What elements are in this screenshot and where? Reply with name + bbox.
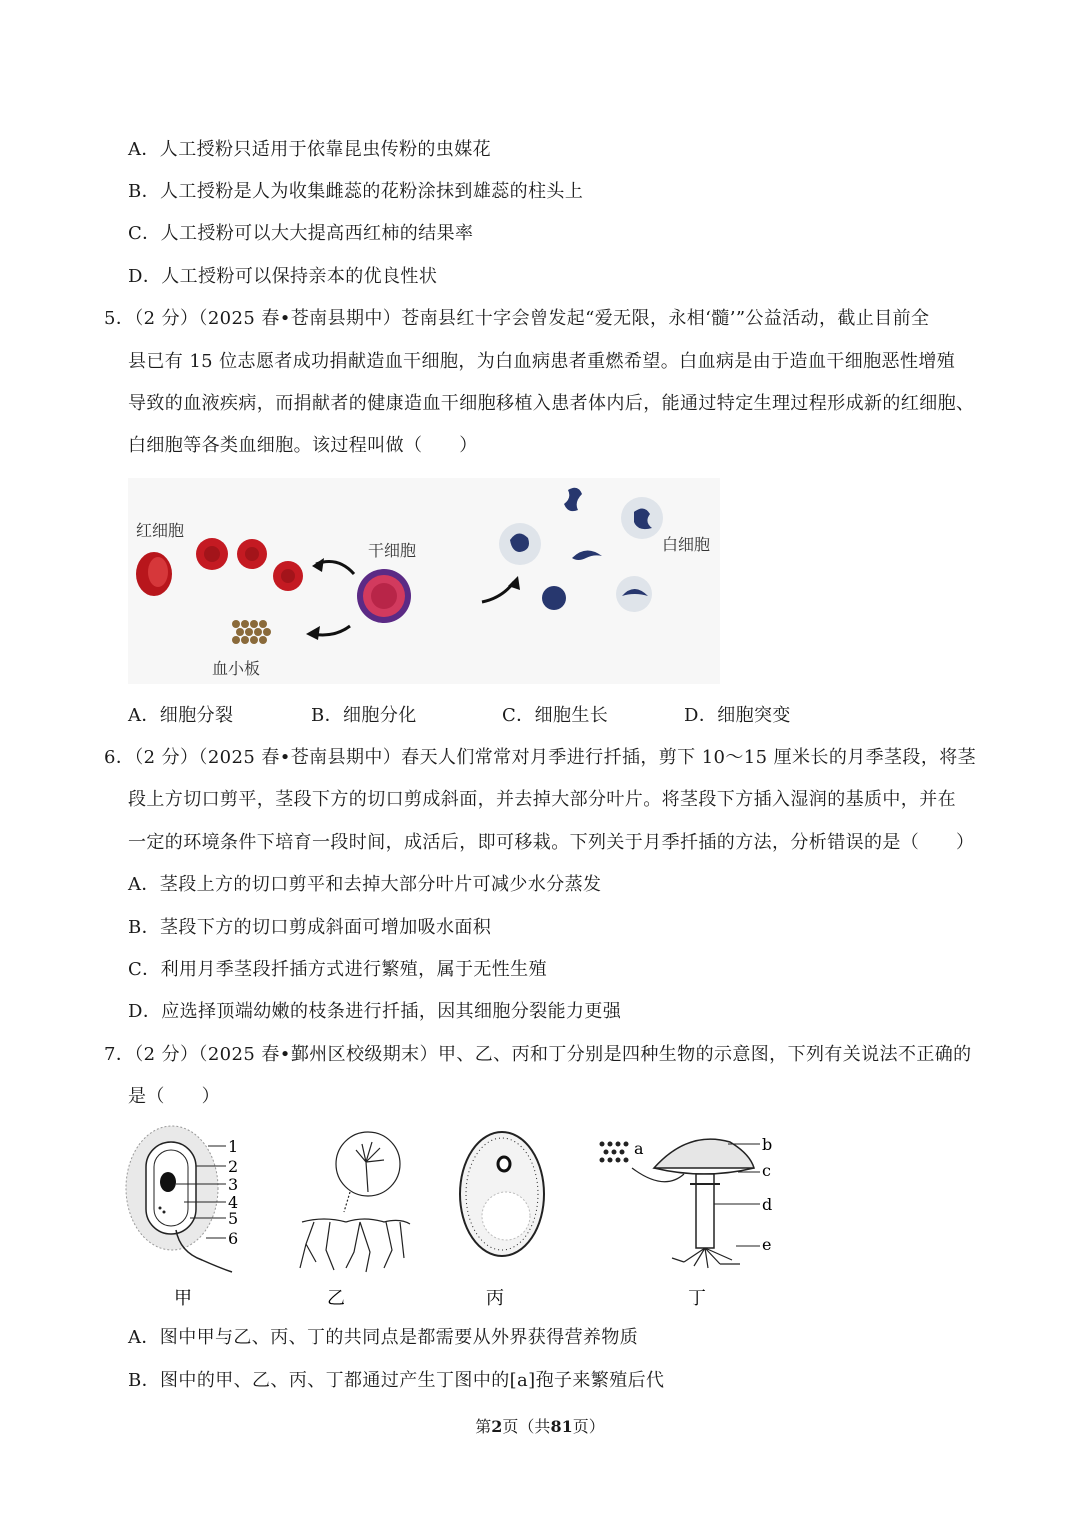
q4-option-d: D．人工授粉可以保持亲本的优良性状	[128, 266, 438, 287]
q7-option-b: B．图中的甲、乙、丙、丁都通过产生丁图中的[a]孢子来繁殖后代	[128, 1370, 665, 1391]
footer-prefix: 第	[475, 1417, 492, 1436]
stem-cell	[357, 569, 411, 623]
label-d: d	[762, 1195, 773, 1214]
label-2: 2	[228, 1157, 239, 1176]
label-4: 4	[228, 1193, 239, 1212]
page-footer	[0, 1414, 1080, 1437]
four-organisms-figure	[124, 1122, 784, 1312]
q5-option-a: A．细胞分裂	[128, 705, 234, 726]
label-5: 5	[228, 1209, 239, 1228]
q6-option-a: A．茎段上方的切口剪平和去掉大部分叶片可减少水分蒸发	[128, 874, 602, 895]
q6-stem-line-3: 一定的环境条件下培育一段时间，成活后，即可移栽。下列关于月季扦插的方法，分析错误的是（ ）	[128, 832, 975, 853]
label-6: 6	[228, 1229, 239, 1248]
label-e: e	[762, 1235, 772, 1254]
q7-option-a: A．图中甲与乙、丙、丁的共同点是都需要从外界获得营养物质	[128, 1327, 639, 1348]
label-stem-cell: 干细胞	[368, 541, 417, 560]
caption-jia: 甲	[174, 1288, 192, 1309]
q5-stem-line-1: 5．（2 分）（2025 春•苍南县期中）苍南县红十字会曾发起“爱无限，永相‘髓’”公益活动，截止目前全	[104, 308, 930, 329]
q6-option-c: C．利用月季茎段扦插方式进行繁殖，属于无性生殖	[128, 959, 547, 980]
q5-stem-line-3: 导致的血液疾病，而捐献者的健康造血干细胞移植入患者体内后，能通过特定生理过程形成新的红细胞、	[128, 393, 975, 414]
q5-option-c: C．细胞生长	[502, 705, 609, 726]
label-1: 1	[228, 1137, 239, 1156]
label-platelet: 血小板	[212, 659, 261, 678]
q6-stem-line-2: 段上方切口剪平，茎段下方的切口剪成斜面，并去掉大部分叶片。将茎段下方插入湿润的基质中，并在	[128, 789, 956, 810]
q6-stem-line-1: 6．（2 分）（2025 春•苍南县期中）春天人们常常对月季进行扦插，剪下 10～15 厘米长的月季茎段，将茎	[104, 747, 977, 768]
yeast-bing	[460, 1132, 544, 1256]
label-a: a	[634, 1139, 644, 1158]
q6-option-b: B．茎段下方的切口剪成斜面可增加吸水面积	[128, 917, 492, 938]
footer-suffix: 页）	[572, 1417, 605, 1436]
footer-mid: 页（共	[502, 1417, 551, 1436]
current-page-number: 2	[491, 1417, 503, 1436]
label-white-blood-cell: 白细胞	[662, 535, 711, 554]
platelets	[232, 620, 271, 644]
label-red-blood-cell: 红细胞	[136, 521, 185, 540]
blood-cell-differentiation-figure	[128, 478, 720, 684]
bacterium-jia	[126, 1126, 232, 1272]
q5-stem-line-4: 白细胞等各类血细胞。该过程叫做（ ）	[128, 435, 478, 456]
q5-stem-line-2: 县已有 15 位志愿者成功捐献造血干细胞，为白血病患者重燃希望。白血病是由于造血干细胞恶性增殖	[128, 351, 956, 372]
label-c: c	[762, 1161, 771, 1180]
q7-stem-line-2: 是（ ）	[128, 1086, 220, 1107]
q4-option-b: B．人工授粉是人为收集雌蕊的花粉涂抹到雄蕊的柱头上	[128, 181, 584, 202]
total-page-number: 81	[550, 1417, 573, 1436]
label-3: 3	[228, 1175, 239, 1194]
caption-bing: 丙	[486, 1288, 504, 1309]
mushroom-ding	[600, 1139, 761, 1268]
q5-option-b: B．细胞分化	[311, 705, 417, 726]
q4-option-c: C．人工授粉可以大大提高西红柿的结果率	[128, 223, 474, 244]
caption-yi: 乙	[327, 1288, 345, 1309]
q4-option-a: A．人工授粉只适用于依靠昆虫传粉的虫媒花	[128, 139, 491, 160]
q6-option-d: D．应选择顶端幼嫩的枝条进行扦插，因其细胞分裂能力更强	[128, 1001, 622, 1022]
caption-ding: 丁	[688, 1288, 706, 1309]
mold-yi	[300, 1132, 410, 1272]
label-b: b	[762, 1135, 773, 1154]
q7-stem-line-1: 7．（2 分）（2025 春•鄞州区校级期末）甲、乙、丙和丁分别是四种生物的示意图，下列有关说法不正确的	[104, 1044, 972, 1065]
q5-option-d: D．细胞突变	[684, 705, 791, 726]
